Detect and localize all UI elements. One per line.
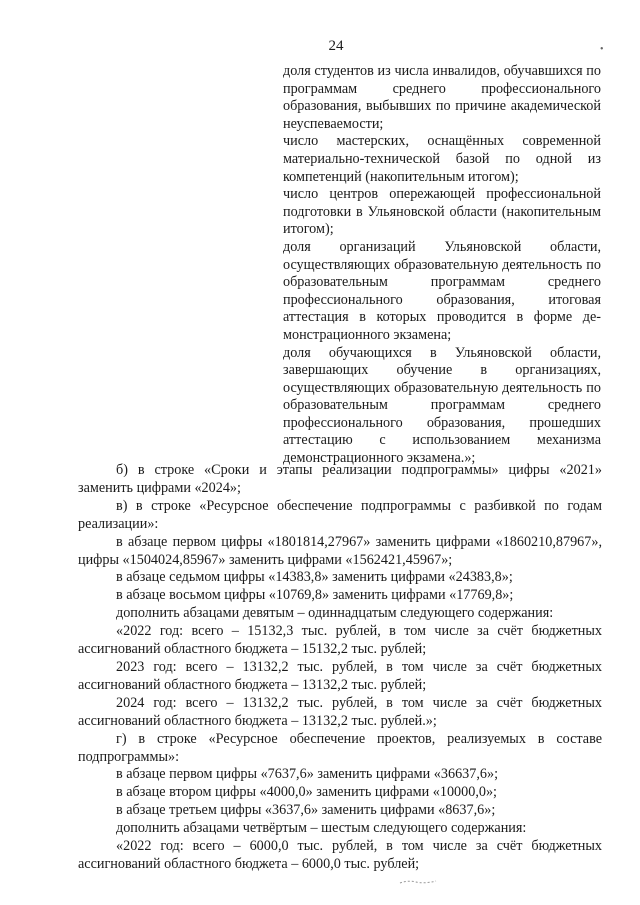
amendment-paragraph: в абзаце восьмом цифры «10769,8» заменить цифрами «17769,8»; xyxy=(116,587,514,604)
scan-smudge-mark xyxy=(398,878,438,886)
page-number: 24 xyxy=(328,38,344,54)
amendment-paragraph: дополнить абзацами четвёртым – шестым следующего содержания: xyxy=(116,820,527,837)
indicator-list xyxy=(283,63,601,468)
amendment-paragraph: в абзаце первом цифры «1801814,27967» заменить цифрами «1860210,87967», цифры «1504024,85967» заменить цифрами «1562421,45967»; xyxy=(78,533,602,568)
indicator-paragraph: доля студентов из числа инвалидов, обучавшихся по программам среднего профессионального образования, выбывших по причине академической неуспеваемости; xyxy=(283,63,601,132)
amendment-paragraph: дополнить абзацами девятым – одиннадцатым следующего содержания: xyxy=(116,605,554,622)
amendments-body xyxy=(78,462,602,874)
amendment-paragraph: б) в строке «Сроки и этапы реализации подпрограммы» цифры «2021» заменить цифрами «2024»; xyxy=(78,462,602,496)
indicator-paragraph: число центров опережающей профессиональной подготовки в Ульяновской области (накопительным итогом); xyxy=(283,186,601,238)
amendment-paragraph: в абзаце первом цифры «7637,6» заменить цифрами «36637,6»; xyxy=(116,766,499,783)
amendment-paragraph: «2022 год: всего – 15132,3 тыс. рублей, в том числе за счёт бюджетных ассигнований областного бюджета – 15132,2 тыс. рублей; xyxy=(78,623,602,658)
amendment-paragraph: в) в строке «Ресурсное обеспечение подпрограммы с разбивкой по годам реализации»: xyxy=(78,497,602,532)
indicator-paragraph: доля организаций Ульяновской области, осуществляющих образовательную деятельность по образовательным программам среднего профессионального образования, итоговая аттестация в которых проводится в форме демонстрационного экзамена; xyxy=(283,238,601,343)
indicator-paragraph: число мастерских, оснащённых современной материально-технической базой по одной из компетенций (накопительным итогом); xyxy=(283,133,601,185)
amendment-paragraph: 2023 год: всего – 13132,2 тыс. рублей, в том числе за счёт бюджетных ассигнований областного бюджета – 13132,2 тыс. рублей; xyxy=(78,658,602,693)
amendment-paragraph: г) в строке «Ресурсное обеспечение проектов, реализуемых в составе подпрограммы»: xyxy=(78,730,602,765)
corner-mark: • xyxy=(600,44,604,55)
amendment-paragraph: в абзаце третьем цифры «3637,6» заменить цифрами «8637,6»; xyxy=(116,802,496,819)
indicator-paragraph: доля обучающихся в Ульяновской области, завершающих обучение в организациях, осуществляющих образовательную деятельность по образовательным программам среднего профессионального образования, прошедших аттестацию с использованием механизма демонстрационного экзамена.»; xyxy=(283,344,601,467)
amendment-paragraph: «2022 год: всего – 6000,0 тыс. рублей, в том числе за счёт бюджетных ассигнований областного бюджета – 6000,0 тыс. рублей; xyxy=(78,838,602,872)
amendment-paragraph: в абзаце седьмом цифры «14383,8» заменить цифрами «24383,8»; xyxy=(116,569,513,586)
amendment-paragraph: 2024 год: всего – 13132,2 тыс. рублей, в том числе за счёт бюджетных ассигнований областного бюджета – 13132,2 тыс. рублей.»; xyxy=(78,694,602,729)
amendment-paragraph: в абзаце втором цифры «4000,0» заменить цифрами «10000,0»; xyxy=(116,784,497,801)
